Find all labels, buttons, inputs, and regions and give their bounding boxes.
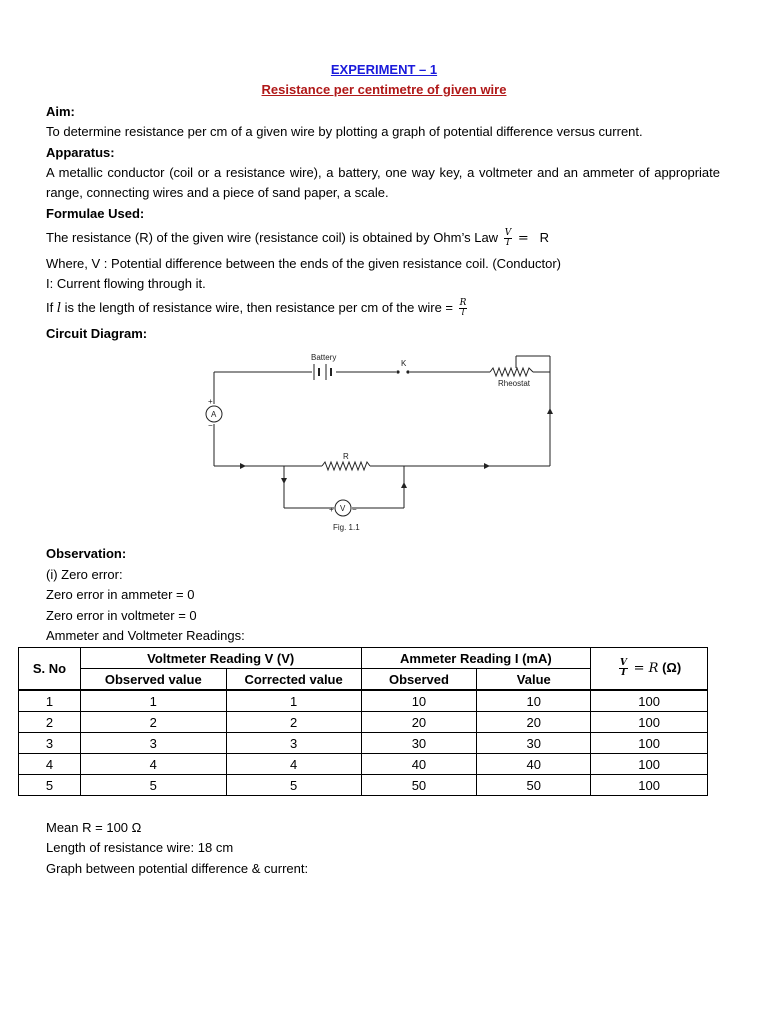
circuit-heading: Circuit Diagram: (46, 326, 148, 341)
table-cell: 3 (19, 733, 81, 754)
table-cell: 50 (361, 775, 477, 796)
ohms-law-result: R (539, 230, 549, 245)
corrected-value-header: Corrected value (226, 669, 361, 691)
ratio-header (591, 648, 708, 691)
experiment-subtitle: Resistance per centimetre of given wire (261, 82, 507, 97)
table-cell: 100 (591, 712, 708, 733)
where-i-text: I: Current flowing through it. (46, 276, 206, 291)
table-cell: 3 (80, 733, 226, 754)
wire-length: Length of resistance wire: 18 cm (46, 840, 234, 855)
apparatus-heading: Apparatus: (46, 145, 115, 160)
ratio-unit: (Ω) (662, 659, 682, 675)
table-cell: 10 (477, 690, 591, 712)
observed-header: Observed (361, 669, 477, 691)
current-arrows (240, 408, 553, 488)
zero-error-text: (i) Zero error: (46, 567, 123, 582)
ratio-fraction (619, 659, 628, 678)
table-cell: 40 (361, 754, 477, 775)
ohms-law-line (46, 226, 720, 251)
where-v-text: Where, V : Potential difference between the ends of the given resistance coil. (Conductor) (46, 256, 561, 271)
ammeter-plus: + (208, 397, 213, 406)
voltmeter-minus: − (352, 505, 357, 514)
table-cell: 100 (591, 690, 708, 712)
table-cell: 4 (80, 754, 226, 775)
table-cell: 40 (477, 754, 591, 775)
table-cell: 20 (477, 712, 591, 733)
table-row (19, 754, 708, 775)
resistor-symbol (322, 462, 370, 470)
table-cell: 10 (361, 690, 477, 712)
fraction-denominator: I (621, 668, 626, 678)
ratio-text: = R (633, 660, 659, 676)
value-header: Value (477, 669, 591, 691)
formulae-heading: Formulae Used: (46, 206, 145, 221)
table-row (19, 712, 708, 733)
zero-error-ammeter: Zero error in ammeter = 0 (46, 587, 195, 602)
observed-value-header: Observed value (80, 669, 226, 691)
voltmeter-plus: + (329, 505, 334, 514)
ammeter-minus: − (208, 421, 213, 430)
ohms-law-text: The resistance (R) of the given wire (resistance coil) is obtained by Ohm’s Law (46, 230, 499, 245)
length-text: is the length of resistance wire, then resistance per cm of the wire = (61, 300, 457, 315)
figure-caption: Fig. 1.1 (333, 523, 360, 532)
rheostat-label: Rheostat (498, 379, 531, 388)
table-cell: 1 (19, 690, 81, 712)
table-cell: 30 (477, 733, 591, 754)
battery-label: Battery (311, 353, 337, 362)
table-cell: 4 (226, 754, 361, 775)
key-symbol (396, 370, 409, 373)
table-cell: 100 (591, 733, 708, 754)
sno-header: S. No (19, 648, 81, 691)
table-cell: 2 (80, 712, 226, 733)
fraction-denominator: l (461, 308, 465, 319)
table-cell: 5 (226, 775, 361, 796)
mean-resistance: Mean R = 100 Ω (46, 820, 142, 835)
table-cell: 5 (19, 775, 81, 796)
table-cell: 2 (226, 712, 361, 733)
aim-text: To determine resistance per cm of a given wire by plotting a graph of potential difference versus current. (46, 124, 643, 139)
fraction-numerator: V (620, 658, 627, 668)
length-fraction (459, 299, 468, 318)
zero-error-voltmeter: Zero error in voltmeter = 0 (46, 608, 197, 623)
table-cell: 100 (591, 754, 708, 775)
observation-heading: Observation: (46, 546, 127, 561)
graph-caption: Graph between potential difference & current: (46, 861, 309, 876)
voltmeter-label: V (340, 504, 346, 513)
table-cell: 50 (477, 775, 591, 796)
key-label: K (401, 359, 407, 368)
fraction-denominator: I (506, 238, 510, 249)
table-cell: 1 (80, 690, 226, 712)
fraction-numerator: V (504, 228, 512, 239)
table-cell: 20 (361, 712, 477, 733)
ohms-law-fraction (504, 229, 513, 248)
circuit-diagram (200, 348, 560, 534)
equals-sign: = (517, 231, 529, 246)
table-cell: 1 (226, 690, 361, 712)
table-cell: 4 (19, 754, 81, 775)
voltmeter-header: Voltmeter Reading V (V) (80, 648, 361, 669)
table-row (19, 733, 708, 754)
length-formula-line (46, 296, 720, 321)
table-row (19, 690, 708, 712)
length-prefix: If (46, 300, 57, 315)
resistor-label: R (343, 452, 349, 461)
readings-table (18, 647, 708, 796)
battery-symbol (314, 364, 331, 380)
ammeter-header: Ammeter Reading I (mA) (361, 648, 591, 669)
ammeter-label: A (211, 410, 217, 419)
table-cell: 30 (361, 733, 477, 754)
experiment-title: EXPERIMENT – 1 (330, 62, 438, 77)
fraction-numerator: R (459, 298, 467, 309)
rheostat-symbol (490, 368, 533, 376)
apparatus-text: A metallic conductor (coil or a resistance wire), a battery, one way key, a voltmeter and an ammeter of appropriate range, connecting wires and a piece of sand paper, a scale. (46, 165, 720, 200)
aim-heading: Aim: (46, 104, 75, 119)
length-symbol: l (56, 301, 62, 316)
table-cell: 3 (226, 733, 361, 754)
table-cell: 5 (80, 775, 226, 796)
table-cell: 2 (19, 712, 81, 733)
table-row (19, 775, 708, 796)
table-cell: 100 (591, 775, 708, 796)
readings-title: Ammeter and Voltmeter Readings: (46, 628, 245, 643)
